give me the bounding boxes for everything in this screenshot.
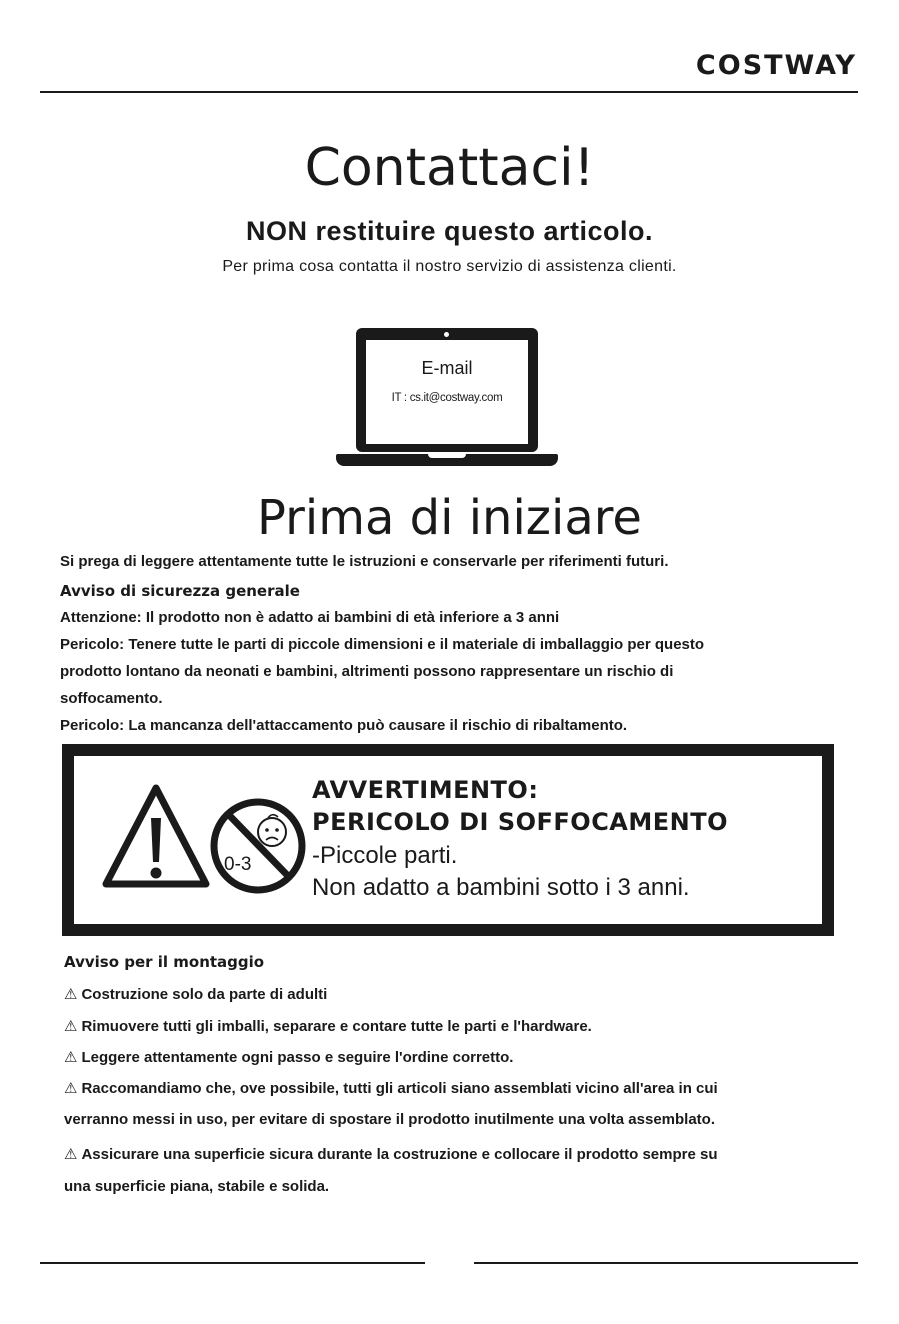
- warning-icon: ⚠: [64, 1018, 78, 1035]
- laptop-screen-frame: [356, 328, 538, 452]
- safety-heading: Avviso di sicurezza generale: [60, 582, 300, 600]
- contact-intro: Per prima cosa contatta il nostro servizio di assistenza clienti.: [222, 258, 677, 275]
- contact-subtitle: NON restituire questo articolo.: [245, 216, 654, 246]
- assembly-item-continued: una superficie piana, stabile e solida.: [64, 1178, 330, 1195]
- assembly-item: [64, 1048, 513, 1066]
- assembly-heading: Avviso per il montaggio: [64, 953, 265, 971]
- safety-line-danger-1: Pericolo: Tenere tutte le parti di piccole dimensioni e il materiale di imballaggio per questo: [60, 636, 705, 653]
- laptop-camera-icon: [444, 332, 449, 337]
- no-children-icon: [214, 802, 302, 890]
- assembly-item: [64, 985, 327, 1003]
- assembly-item-text: Costruzione solo da parte di adulti: [81, 986, 328, 1003]
- assembly-item-continued: verranno messi in uso, per evitare di spostare il prodotto inutilmente una volta assemblato.: [64, 1111, 715, 1128]
- laptop-illustration: [336, 328, 558, 468]
- small-parts-text: -Piccole parti.: [312, 842, 458, 869]
- warning-triangle-icon: [106, 788, 206, 884]
- warning-heading: AVVERTIMENTO:: [312, 776, 539, 804]
- assembly-item: [64, 1145, 717, 1163]
- age-warning-text: Non adatto a bambini sotto i 3 anni.: [312, 874, 690, 901]
- email-label: E-mail: [421, 358, 473, 378]
- safety-line-attention: Attenzione: Il prodotto non è adatto ai bambini di età inferiore a 3 anni: [60, 609, 560, 626]
- age-label: 0-3: [224, 854, 252, 875]
- warning-icon: ⚠: [64, 1080, 78, 1097]
- assembly-item-text: Raccomandiamo che, ove possibile, tutti gli articoli siano assemblati vicino all'area in cui: [81, 1080, 718, 1097]
- footer-divider-right: [474, 1262, 858, 1264]
- warning-box-inner: [74, 756, 822, 924]
- contact-title: Contattaci!: [304, 138, 595, 198]
- warning-icon: ⚠: [64, 1049, 78, 1066]
- safety-line-tipping: Pericolo: La mancanza dell'attaccamento può causare il rischio di ribaltamento.: [60, 717, 628, 734]
- warning-icon: ⚠: [64, 986, 78, 1003]
- safety-line-danger-2: prodotto lontano da neonati e bambini, altrimenti possono rappresentare un rischio di: [60, 663, 674, 680]
- footer-divider-left: [40, 1262, 425, 1264]
- assembly-item-text: Rimuovere tutti gli imballi, separare e contare tutte le parti e l'hardware.: [81, 1018, 592, 1035]
- assembly-item: [64, 1079, 718, 1097]
- choking-heading: PERICOLO DI SOFFOCAMENTO: [312, 808, 729, 836]
- warning-icon: ⚠: [64, 1146, 78, 1163]
- laptop-notch: [428, 454, 466, 458]
- laptop-screen: [366, 340, 528, 444]
- assembly-item-text: Assicurare una superficie sicura durante la costruzione e collocare il prodotto sempre su: [81, 1146, 718, 1163]
- intro-instruction: Si prega di leggere attentamente tutte le istruzioni e conservarle per riferimenti futuri.: [60, 553, 669, 570]
- before-start-title: Prima di iniziare: [257, 490, 642, 546]
- assembly-item-text: Leggere attentamente ogni passo e seguire l'ordine corretto.: [81, 1049, 514, 1066]
- warning-box: [62, 744, 834, 936]
- assembly-item: [64, 1017, 592, 1035]
- safety-line-danger-3: soffocamento.: [60, 690, 163, 707]
- email-address[interactable]: IT : cs.it@costway.com: [391, 392, 503, 404]
- warning-icons: [102, 784, 312, 896]
- header-divider: [40, 91, 858, 93]
- brand-logo: COSTWAY: [695, 50, 857, 81]
